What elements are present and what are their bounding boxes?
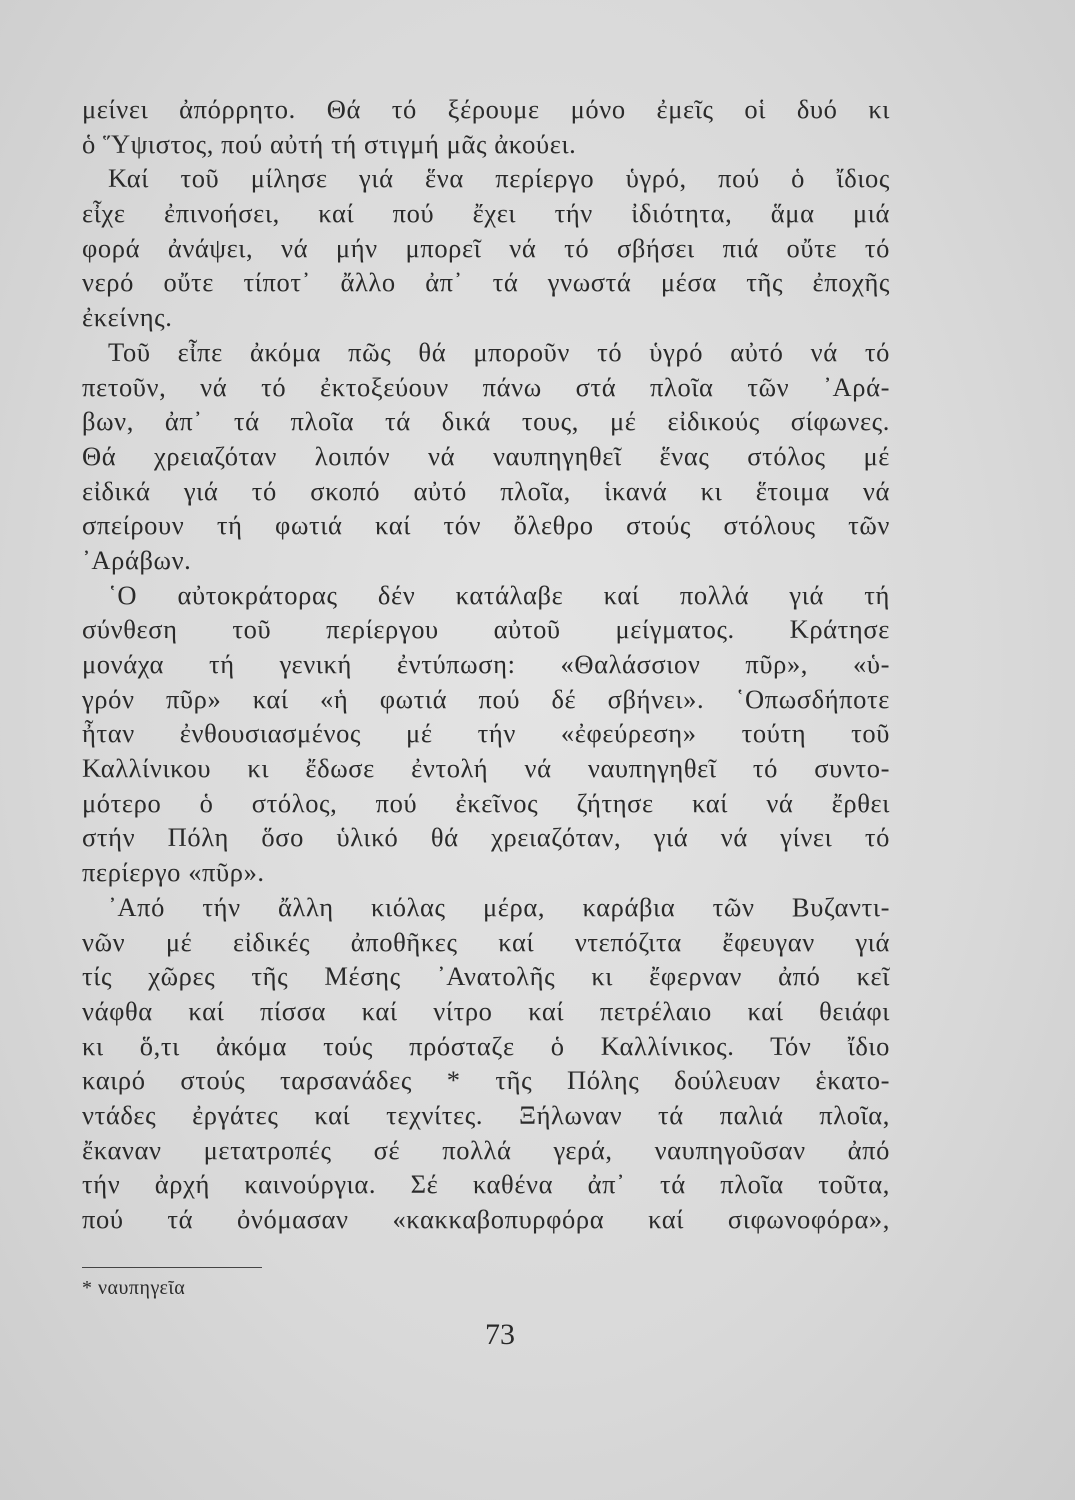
text-line: φορά ἀνάψει, νά μήν μπορεῖ νά τό σβήσει πιά οὔτε τό (82, 232, 890, 263)
text-line: τήν ἀρχή καινούργια. Σέ καθένα ἀπ᾽ τά πλοῖα τοῦτα, (82, 1169, 890, 1200)
text-line: καιρό στούς ταρσανάδες * τῆς Πόλης δούλευαν ἑκατο- (82, 1065, 890, 1096)
text-line: μότερο ὁ στόλος, πού ἐκεῖνος ζήτησε καί νά ἔρθει (82, 787, 890, 818)
footnote: * ναυπηγεῖα (82, 1277, 186, 1299)
text-line: ᾽Από τήν ἄλλη κιόλας μέρα, καράβια τῶν Βυζαντι- (108, 891, 890, 922)
text-line: ὁ Ὕψιστος, πού αὐτή τή στιγμή μᾶς ἀκούει. (82, 128, 577, 159)
text-line: Καλλίνικου κι ἔδωσε ἐντολή νά ναυπηγηθεῖ τό συντο- (82, 753, 890, 784)
text-line: ᾽Αράβων. (82, 544, 192, 575)
text-line: γρόν πῦρ» καί «ἡ φωτιά πού δέ σβήνει». ῾Οπωσδήποτε (82, 683, 890, 714)
body-text (82, 92, 890, 1237)
text-line: σύνθεση τοῦ περίεργου αὐτοῦ μείγματος. Κράτησε (82, 614, 890, 645)
text-line: ῾Ο αὐτοκράτορας δέν κατάλαβε καί πολλά γιά τή (108, 579, 890, 610)
footnote-divider (82, 1267, 262, 1268)
text-line: ντάδες ἐργάτες καί τεχνίτες. Ξήλωναν τά παλιά πλοῖα, (82, 1099, 890, 1130)
text-line: Θά χρειαζόταν λοιπόν νά ναυπηγηθεῖ ἕνας στόλος μέ (82, 440, 890, 471)
text-line: νῶν μέ εἰδικές ἀποθῆκες καί ντεπόζιτα ἔφευγαν γιά (82, 926, 890, 957)
text-line: ἐκείνης. (82, 302, 173, 333)
text-line: κι ὅ,τι ἀκόμα τούς πρόσταζε ὁ Καλλίνικος. Τόν ἴδιο (82, 1030, 890, 1061)
text-line: βων, ἀπ᾽ τά πλοῖα τά δικά τους, μέ εἰδικούς σίφωνες. (82, 406, 890, 437)
text-line: μείνει ἀπόρρητο. Θά τό ξέρουμε μόνο ἐμεῖς οἱ δυό κι (82, 94, 890, 124)
text-line: μονάχα τή γενική ἐντύπωση: «Θαλάσσιον πῦρ», «ὑ- (82, 649, 890, 679)
text-line: τίς χῶρες τῆς Μέσης ᾽Ανατολῆς κι ἔφερναν ἀπό κεῖ (82, 961, 890, 992)
text-line: νάφθα καί πίσσα καί νίτρο καί πετρέλαιο καί θειάφι (82, 995, 890, 1026)
text-line: ἦταν ἐνθουσιασμένος μέ τήν «ἐφεύρεση» τούτη τοῦ (82, 718, 890, 749)
page-number: 73 (485, 1318, 515, 1351)
text-line: Καί τοῦ μίλησε γιά ἕνα περίεργο ὑγρό, πού ὁ ἴδιος (108, 163, 890, 194)
text-line: Τοῦ εἶπε ἀκόμα πῶς θά μποροῦν τό ὑγρό αὐτό νά τό (108, 336, 890, 367)
text-line: εἶχε ἐπινοήσει, καί πού ἔχει τήν ἰδιότητα, ἅμα μιά (82, 198, 890, 229)
text-line: ἔκαναν μετατροπές σέ πολλά γερά, ναυπηγοῦσαν ἀπό (82, 1134, 890, 1165)
text-line: εἰδικά γιά τό σκοπό αὐτό πλοῖα, ἱκανά κι ἕτοιμα νά (82, 475, 890, 506)
text-line: περίεργο «πῦρ». (82, 857, 265, 888)
text-line: πού τά ὀνόμασαν «κακκαβοπυρφόρα καί σιφωνοφόρα», (82, 1204, 890, 1234)
text-line: πετοῦν, νά τό ἐκτοξεύουν πάνω στά πλοῖα τῶν ᾽Αρά- (82, 371, 890, 402)
text-line: σπείρουν τή φωτιά καί τόν ὄλεθρο στούς στόλους τῶν (82, 510, 890, 541)
text-line: στήν Πόλη ὅσο ὑλικό θά χρειαζόταν, γιά νά γίνει τό (82, 822, 890, 853)
text-line: νερό οὔτε τίποτ᾽ ἄλλο ἀπ᾽ τά γνωστά μέσα τῆς ἐποχῆς (82, 267, 890, 298)
